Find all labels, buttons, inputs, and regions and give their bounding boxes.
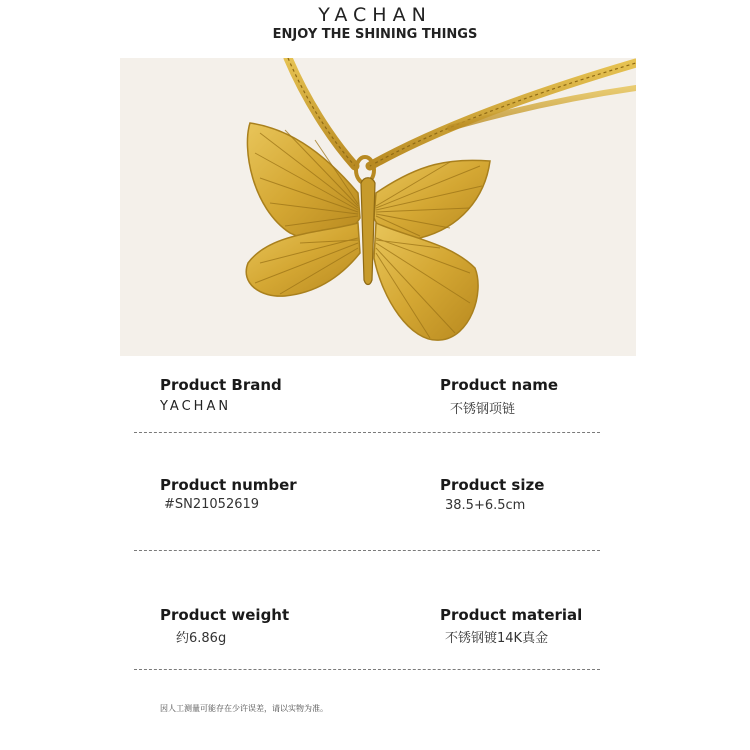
product-photo <box>120 58 636 356</box>
product-size-label: Product size <box>440 476 545 494</box>
product-weight-label: Product weight <box>160 606 290 624</box>
divider <box>134 669 600 670</box>
product-size-value: 38.5+6.5cm <box>445 498 526 513</box>
brand-title: YACHAN <box>318 4 432 26</box>
divider <box>134 550 600 551</box>
divider <box>134 432 600 433</box>
product-material-label: Product material <box>440 606 583 624</box>
product-number-label: Product number <box>160 476 297 494</box>
butterfly-pendant-icon <box>120 58 636 356</box>
tagline: ENJOY THE SHINING THINGS <box>272 27 478 42</box>
footnote: 因人工测量可能存在少许误差，请以实物为准。 <box>160 704 328 713</box>
product-material-value: 不锈钢镀14K真金 <box>445 631 549 646</box>
butterfly-body <box>361 178 375 285</box>
product-name-label: Product name <box>440 376 559 394</box>
product-weight-value: 约6.86g <box>176 631 227 646</box>
product-brand-label: Product Brand <box>160 376 282 394</box>
product-number-value: #SN21052619 <box>164 497 260 512</box>
product-brand-value: YACHAN <box>160 399 232 414</box>
product-name-value: 不锈钢项链 <box>450 402 516 417</box>
